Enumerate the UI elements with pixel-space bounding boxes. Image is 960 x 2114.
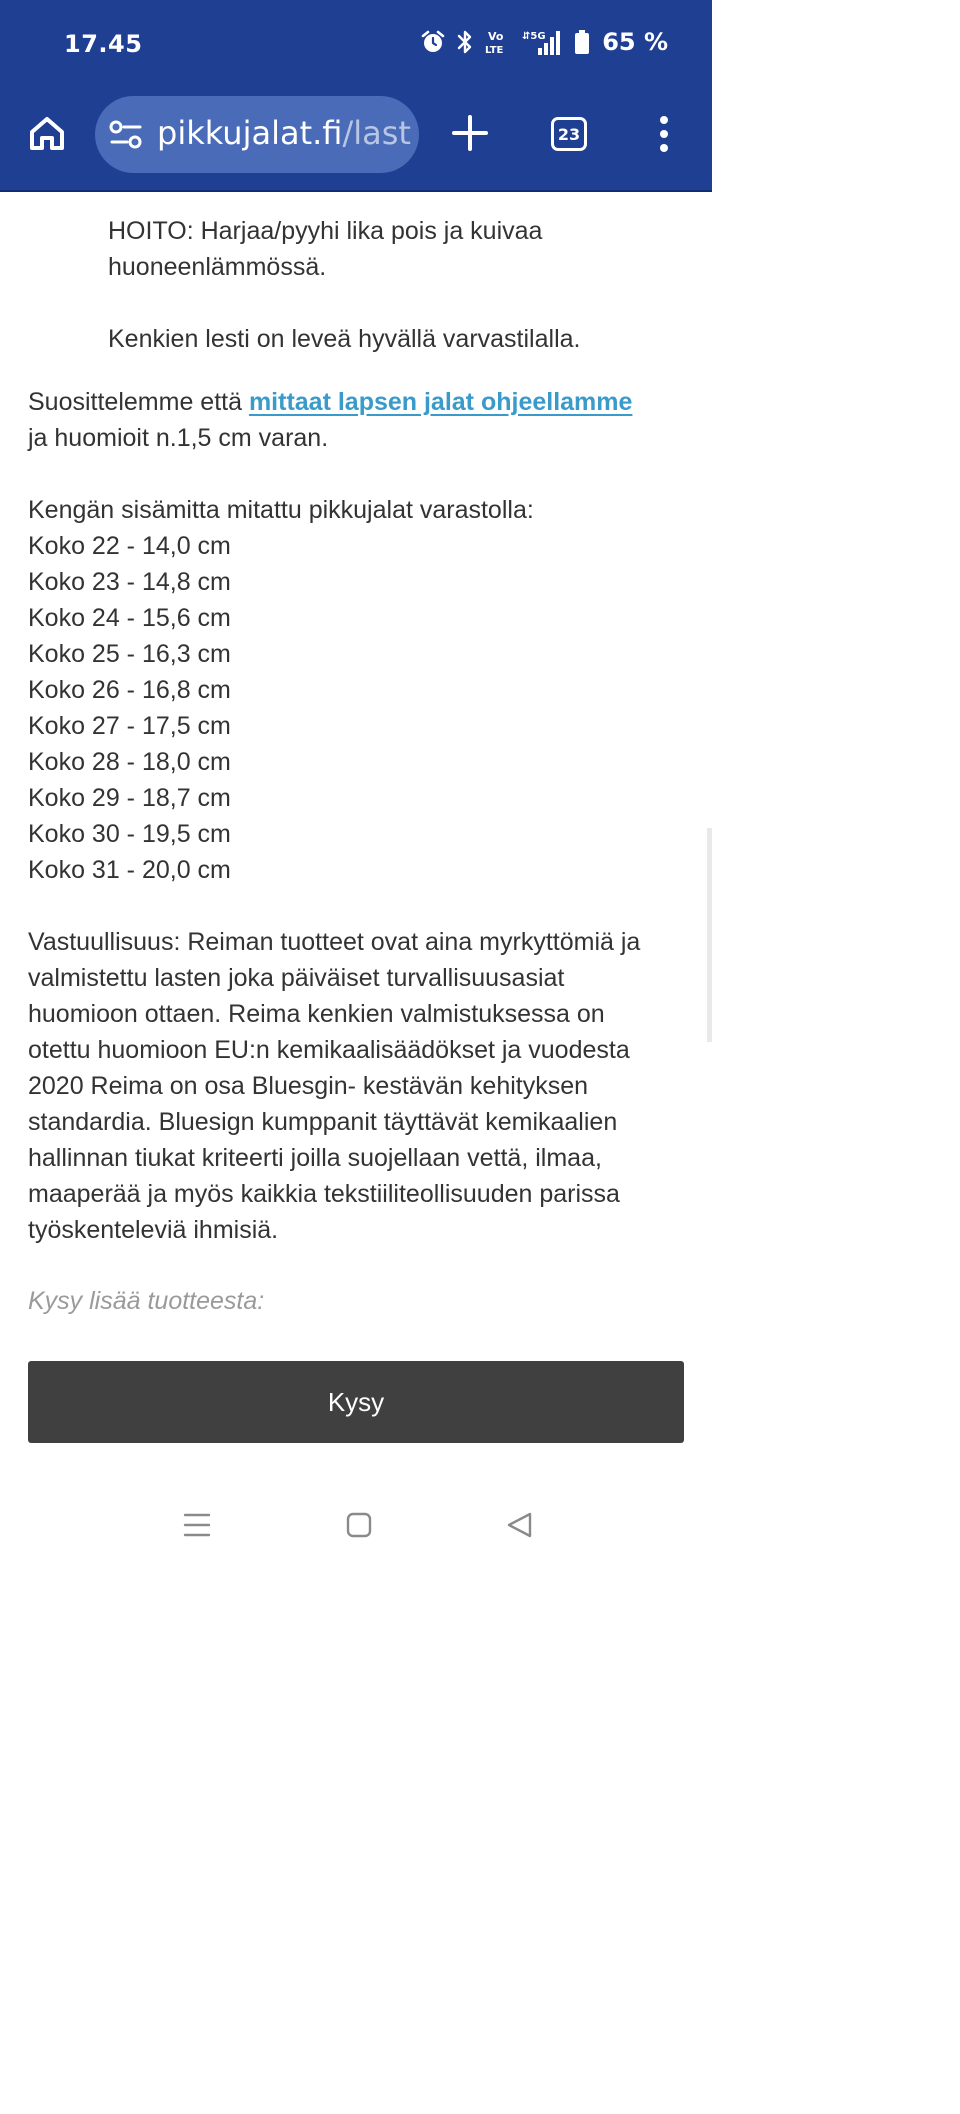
more-menu-icon[interactable] [656,114,672,154]
size-row: Koko 27 - 17,5 cm [28,712,231,740]
last-description: Kenkien lesti on leveä hyvällä varvastilalla. [108,325,581,353]
recommend-line-2: ja huomioit n.1,5 cm varan. [28,424,329,452]
responsibility-line: hallinnan tiukat kriteerti joilla suojellaan vettä, ilmaa, [28,1144,602,1172]
responsibility-line: työskenteleviä ihmisiä. [28,1216,279,1244]
alarm-icon [420,29,446,55]
recent-apps-icon[interactable] [182,1510,212,1540]
battery-icon [574,29,590,55]
size-row: Koko 31 - 20,0 cm [28,856,231,884]
signal-icon [520,28,564,56]
home-nav-icon[interactable] [344,1510,374,1540]
size-row: Koko 25 - 16,3 cm [28,640,231,668]
url-domain: pikkujalat.fi [157,114,343,152]
bluetooth-icon [456,29,474,55]
size-list [28,528,688,888]
status-time: 17.45 [64,30,143,58]
responsibility-line: 2020 Reima on osa Bluesgin- kestävän kehityksen [28,1072,589,1100]
responsibility-line: valmistettu lasten joka päiväiset turvallisuusasiat [28,964,565,992]
care-line-1: HOITO: Harjaa/pyyhi lika pois ja kuivaa [108,217,543,245]
url-path: /last [342,114,411,152]
volte-icon [484,28,510,56]
responsibility-line: Vastuullisuus: Reiman tuotteet ovat aina myrkyttömiä ja [28,928,641,956]
recommend-line-1 [28,384,688,420]
tab-count: 23 [557,124,581,144]
system-nav-bar [0,1480,712,1568]
tab-switcher-icon[interactable] [551,117,587,151]
home-icon[interactable] [26,112,68,154]
battery-percent: 65 % [602,28,668,56]
responsibility-line: huomioon ottaen. Reima kenkien valmistuksessa on [28,1000,605,1028]
url-bar[interactable] [95,96,419,173]
svg-text:⇵5G: ⇵5G [522,31,546,42]
responsibility-text [28,924,688,1248]
new-tab-plus-icon[interactable] [449,112,491,154]
measurement-recommendation [28,384,688,456]
size-row: Koko 24 - 15,6 cm [28,604,231,632]
responsibility-line: standardia. Bluesign kumppanit täyttävät kemikaalien [28,1108,618,1136]
size-row: Koko 26 - 16,8 cm [28,676,231,704]
ask-button[interactable]: Kysy [28,1361,684,1443]
care-instructions [108,213,668,285]
size-row: Koko 29 - 18,7 cm [28,784,231,812]
responsibility-line: maaperää ja myös kaikkia tekstiiliteollisuuden parissa [28,1180,620,1208]
size-row: Koko 22 - 14,0 cm [28,532,231,560]
url-text[interactable] [157,114,411,152]
svg-text:LTE: LTE [485,45,504,56]
back-icon[interactable] [504,1510,534,1540]
svg-text:Vo: Vo [488,30,504,43]
site-settings-icon[interactable] [109,119,143,151]
size-row: Koko 23 - 14,8 cm [28,568,231,596]
size-row: Koko 28 - 18,0 cm [28,748,231,776]
status-icons [420,28,668,56]
size-row: Koko 30 - 19,5 cm [28,820,231,848]
browser-chrome [0,0,712,192]
browser-toolbar [0,92,712,176]
recommend-prefix: Suosittelemme että [28,388,249,416]
care-line-2: huoneenlämmössä. [108,253,327,281]
responsibility-line: otettu huomioon EU:n kemikaalisäädökset ja vuodesta [28,1036,630,1064]
sizes-heading: Kengän sisämitta mitattu pikkujalat varastolla: [28,496,534,524]
ask-question-label: Kysy lisää tuotteesta: [28,1287,265,1315]
status-bar [0,0,712,92]
scrollbar-thumb[interactable] [707,828,712,1042]
measure-guide-link[interactable]: mittaat lapsen jalat ohjeellamme [248,388,633,416]
